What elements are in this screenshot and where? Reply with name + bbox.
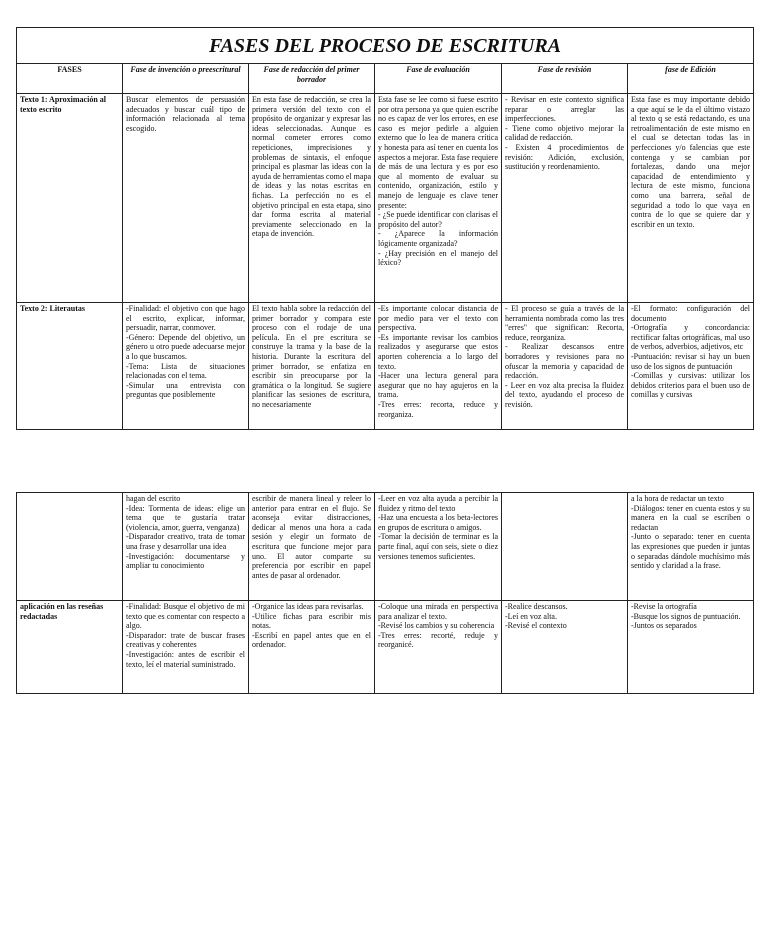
table-cell: -El formato: configuración del documento -Ortografía y concordancia: rectificar faltas ortográficas, mal uso de verbos, adverbios, adjetivos, etc -Puntuación: revisar si hay un buen uso de los signos de puntuación -Comillas y cursivas: utilizar los debidos criterios para el buen uso de comillas y cursivas xyxy=(631,304,751,400)
table-row xyxy=(17,94,754,303)
document-title: FASES DEL PROCESO DE ESCRITURA xyxy=(17,28,754,64)
row-label: aplicación en las reseñas redactadas xyxy=(17,601,123,694)
table-cell: -Leer en voz alta ayuda a percibir la fluidez y ritmo del texto -Haz una encuesta a los beta-lectores en grupos de escritura o amigos. -Tomar la decisión de terminar es la parte final, aquí con seis, siete o diez versiones tenemos suficientes. xyxy=(378,494,498,561)
header-edition: fase de Edición xyxy=(628,64,754,94)
table-cell: -Realice descansos. -Leí en voz alta. -Revisé el contexto xyxy=(505,602,568,631)
header-phases: FASES xyxy=(17,64,123,94)
table-cell: -Coloque una mirada en perspectiva para analizar el texto. -Revisé los cambios y su coherencia -Tres erres: recorté, reduje y reorganicé. xyxy=(378,602,498,650)
phases-table-part-1 xyxy=(16,27,754,430)
table-cell: - El proceso se guía a través de la herramienta nombrada como las tres "erres" que significan: Recorta, reduce, reorganiza. - Realizar descansos entre borradores y revisiones para no ofuscar la memoria y capacidad de redacción. - Leer en voz alta precisa la fluidez del texto, ayudando el proceso de revisión. xyxy=(505,304,624,409)
table-cell: -Finalidad: Busque el objetivo de mi texto que es comentar con respecto a algo. -Disparador: trate de buscar frases creativas y coherentes -Investigación: antes de escribir el texto, leí el material suministrado. xyxy=(126,602,245,669)
header-draft: Fase de redacción del primer borrador xyxy=(249,64,375,94)
table-row xyxy=(17,493,754,601)
header-revision: Fase de revisión xyxy=(502,64,628,94)
table-cell: Esta fase es muy importante debido a que aquí se le da el último vistazo al texto q se está redactando, es una retroalimentación de este mismo en el cual se detectan todas las in perfecciones y/o falencias que este contenga y se cambian por fortalezas, dando una mejor capacidad de entendimiento y lectura de este mismo, funciona como una barrera, señal de seguridad a todo lo que vaya en contra de lo que se quiere dar y escribir en un texto. xyxy=(631,95,751,229)
table-row xyxy=(17,601,754,694)
table-cell: escribir de manera lineal y releer lo anterior para entrar en el flujo. Se aconseja evitar distracciones, dedicar al menos una hora a cada sesión y elegir un formato de escritura que funcione mejor para uno. El autor comparte su preferencia por escribir en papel antes de pasar al ordenador. xyxy=(252,494,371,580)
table-cell: a la hora de redactar un texto -Diálogos: tener en cuenta estos y su manera en la cual se escriben o redactan -Junto o separado: tener en cuenta las expresiones que pueden ir juntas o separadas dándole muchísimo más sentido y claridad a la frase. xyxy=(631,494,750,571)
table-cell: - Revisar en este contexto significa reparar o arreglar las imperfecciones. - Tiene como objetivo mejorar la calidad de redacción. - Existen 4 procedimientos de revisión: Adición, exclusión, sustitución y reordenamiento. xyxy=(505,95,624,172)
header-row xyxy=(17,64,754,94)
table-cell: El texto habla sobre la redacción del primer borrador y compara este proceso con el rodaje de una película. En el pre escritura se construye la trama y la base de la historia. Durante la escritura del primer borrador, se enfatiza en escribir sin preocuparse por la gramática o la longitud. Se sugiere planificar las sesiones de escritura, no necesariamente xyxy=(252,304,371,409)
table-cell: En esta fase de redacción, se crea la primera versión del texto con el propósito de organizar y expresar las ideas seleccionadas. Aunque es normal cometer errores como repeticiones, imprecisiones y problemas de sintaxis, el enfoque principal es plasmar las ideas con la ayuda de herramientas como el mapa de ideas y las notas escritas en fichas. La perfección no es el objetivo principal en esta etapa, sino dar forma escrita al material previamente seleccionado en la etapa de invención. xyxy=(252,95,371,239)
phases-table-part-2 xyxy=(16,492,754,694)
table-cell: hagan del escrito -Idea: Tormenta de ideas: elige un tema que te gustaría tratar (violencia, amor, guerra, venganza) -Disparador creativo, trata de tomar una frase y desarrollar una idea -Investigación: documentarse y ampliar tu conocimiento xyxy=(126,494,245,571)
table-cell: Buscar elementos de persuasión adecuados y buscar cuál tipo de información relacionada al tema escogido. xyxy=(126,95,245,133)
row-label xyxy=(17,493,123,601)
header-evaluation: Fase de evaluación xyxy=(375,64,502,94)
row-label: Texto 1: Aproximación al texto escrito xyxy=(17,94,123,303)
table-row xyxy=(17,303,754,430)
table-cell: -Organice las ideas para revisarlas. -Utilice fichas para escribir mis notas. -Escribí en papel antes que en el ordenador. xyxy=(252,602,371,650)
table-cell: Esta fase se lee como si fuese escrito por otra persona ya que quien escribe no es capaz de ver los errores, en ese caso es mejor pedirle a alguien externo que lo lea de manera crítica y honesta para así tener en cuenta los aspectos a mejorar. Esta fase requiere de más de una lectura y es por eso que al momento de evaluar su contenido, organización, estilo y manejo de lenguaje es clave tener presente: - ¿Se puede identificar con clarisas el propósito del autor? - ¿Aparece la información lógicamente organizada? - ¿Hay precisión en el manejo del léxico? xyxy=(378,95,498,268)
header-invention: Fase de invención o preescritural xyxy=(123,64,249,94)
table-cell: -Revise la ortografía -Busque los signos de puntuación. -Juntos os separados xyxy=(631,602,741,631)
table-cell: -Es importante colocar distancia de por medio para ver el texto con perspectiva. -Es importante revisar los cambios realizados y asegurarse que estos aporten coherencia a lo largo del texto. -Hacer una lectura general para asegurar que no hay agujeros en la trama. -Tres erres: recorta, reduce y reorganiza. xyxy=(378,304,498,419)
table-cell: -Finalidad: el objetivo con que hago el escrito, explicar, informar, persuadir, narrar, conmover. -Género: Depende del objetivo, un género u otro puede adecuarse mejor a lo que buscamos. -Tema: Lista de situaciones relacionadas con el tema. -Simular una entrevista con preguntas que posiblemente xyxy=(126,304,245,400)
row-label: Texto 2: Literautas xyxy=(17,303,123,430)
